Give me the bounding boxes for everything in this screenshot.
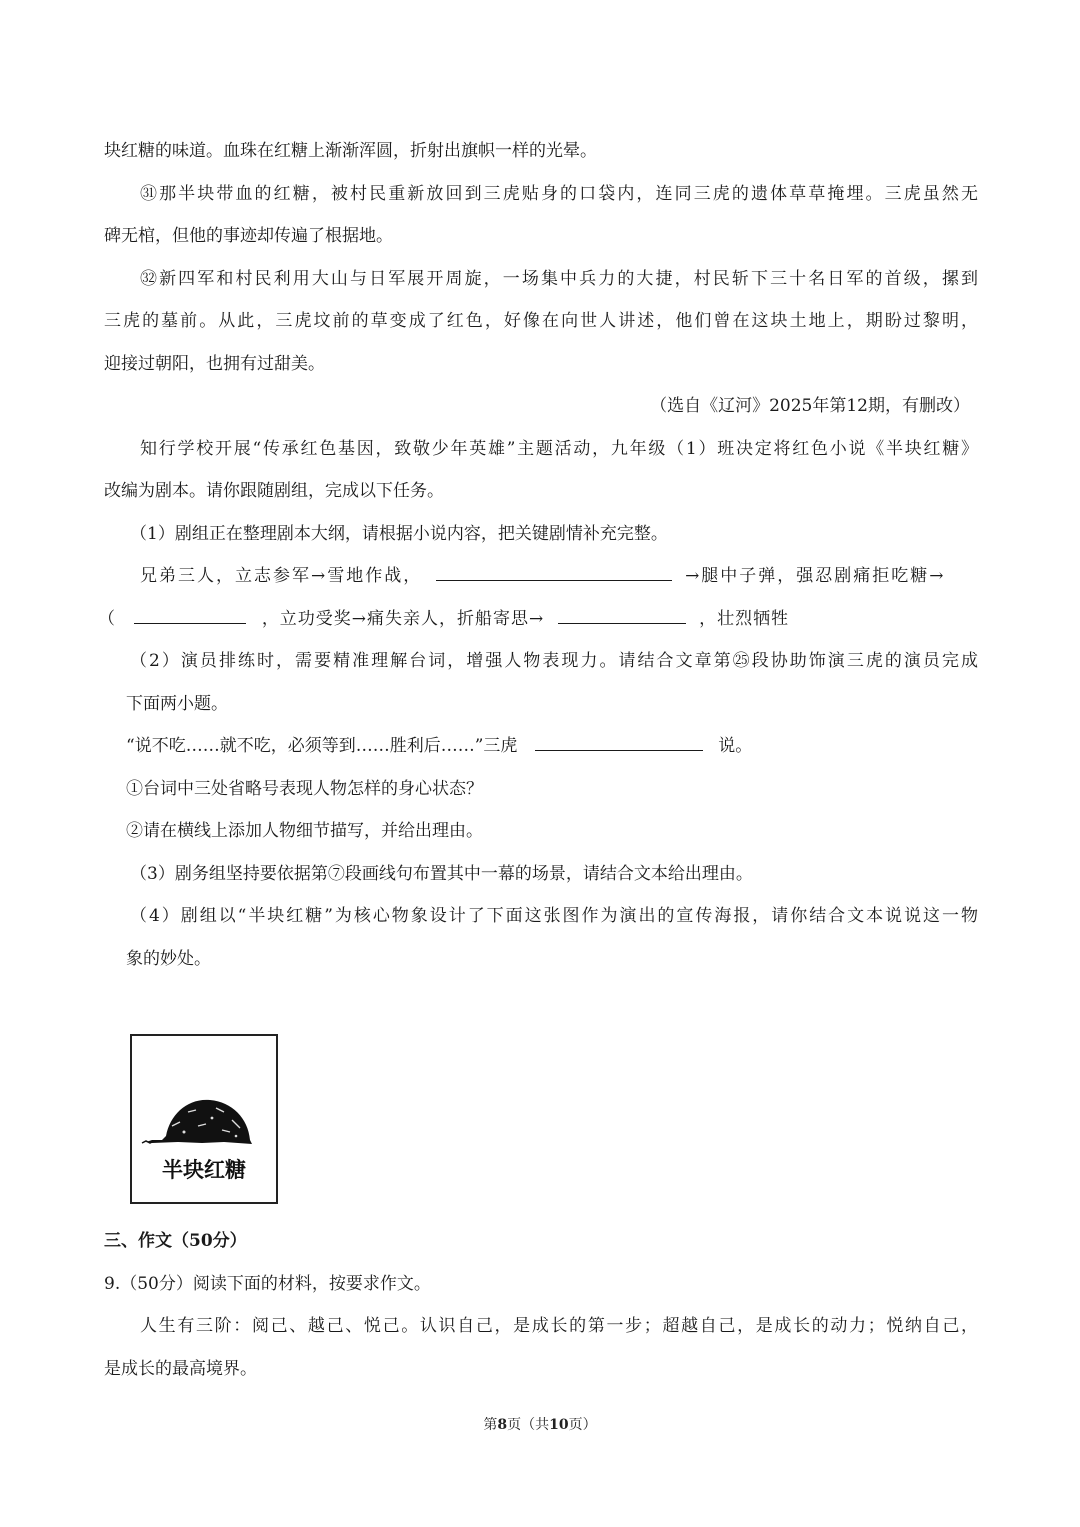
passage	[98, 130, 978, 980]
answer-blank[interactable]	[558, 605, 686, 624]
footer-prefix: 第	[483, 1417, 498, 1433]
answer-blank[interactable]	[535, 732, 703, 751]
question-2-line: （2）演员排练时，需要精准理解台词，增强人物表现力。请结合文章第㉕段协助饰演三虎的演员完成	[130, 651, 978, 671]
answer-blank[interactable]	[134, 605, 246, 624]
poster-title: 半块红糖	[162, 1158, 246, 1182]
paragraph-32-line: ㉜新四军和村民利用大山与日军展开周旋，一场集中兵力的大捷，村民斩下三十名日军的首级，摞到	[140, 268, 978, 289]
paragraph-32-line: 迎接过朝阳，也拥有过甜美。	[104, 353, 325, 374]
question-4-line: 象的妙处。	[126, 948, 211, 969]
promo-poster	[130, 1034, 278, 1204]
question-2-line: 下面两小题。	[126, 693, 228, 714]
source-citation: （选自《辽河》2025年第12期，有删改）	[650, 396, 970, 416]
plot-text: ，立功受奖→痛失亲人，折船寄思→	[261, 608, 545, 629]
page-footer	[0, 1414, 1080, 1434]
page-number: 8	[497, 1417, 508, 1433]
plot-text: ，壮烈牺牲	[699, 608, 790, 629]
plot-text: →腿中子弹，强忍剧痛拒吃糖→	[685, 566, 946, 586]
plot-text: 兄弟三人，立志参军→雪地作战，	[140, 566, 423, 586]
sub-question-1: ①台词中三处省略号表现人物怎样的身心状态？	[126, 778, 483, 799]
footer-suffix: 页）	[568, 1417, 597, 1433]
task-intro-line: 知行学校开展“传承红色基因，致敬少年英雄”主题活动，九年级（1）班决定将红色小说《半块红糖》	[140, 438, 978, 459]
paragraph-31-line: 碑无棺，但他的事迹却传遍了根据地。	[104, 226, 393, 246]
footer-middle: 页（共	[507, 1417, 550, 1433]
plot-outline-line	[98, 598, 978, 641]
sub-question-2: ②请在横线上添加人物细节描写，并给出理由。	[126, 821, 483, 841]
paragraph-32-line: 三虎的墓前。从此，三虎坟前的草变成了红色，好像在向世人讲述，他们曾在这块土地上，期盼过黎明，	[104, 311, 978, 331]
question-3: （3）剧务组坚持要依据第⑦段画线句布置其中一幕的场景，请结合文本给出理由。	[130, 863, 753, 884]
page-total: 10	[549, 1417, 569, 1433]
paragraph-31-line: ㉛那半块带血的红糖，被村民重新放回到三虎贴身的口袋内，连同三虎的遗体草草掩埋。三虎虽然无	[140, 183, 978, 204]
essay-material-line: 是成长的最高境界。	[104, 1358, 257, 1379]
question-1: （1）剧组正在整理剧本大纲，请根据小说内容，把关键剧情补充完整。	[130, 523, 668, 544]
question-9: 9.（50分）阅读下面的材料，按要求作文。	[104, 1273, 431, 1294]
plot-outline-line	[104, 555, 978, 598]
essay-section	[104, 1220, 978, 1390]
section-heading: 三、作文（50分）	[104, 1231, 247, 1251]
passage-line: 块红糖的味道。血珠在红糖上渐渐浑圆，折射出旗帜一样的光晕。	[104, 141, 597, 161]
question-4-line: （4）剧组以“半块红糖”为核心物象设计了下面这张图作为演出的宣传海报，请你结合文本说说这一物	[130, 906, 978, 926]
task-intro-line: 改编为剧本。请你跟随剧组，完成以下任务。	[104, 481, 444, 501]
answer-blank[interactable]	[436, 562, 672, 581]
plot-text: （	[98, 608, 115, 629]
dialogue-line	[104, 725, 978, 768]
dialogue-quote: “说不吃……就不吃，必须等到……胜利后……”三虎	[126, 736, 518, 756]
essay-material-line: 人生有三阶：阅己、越己、悦己。认识自己，是成长的第一步；超越自己，是成长的动力；悦纳自己，	[140, 1316, 978, 1336]
dialogue-quote-end: 说。	[718, 736, 753, 756]
